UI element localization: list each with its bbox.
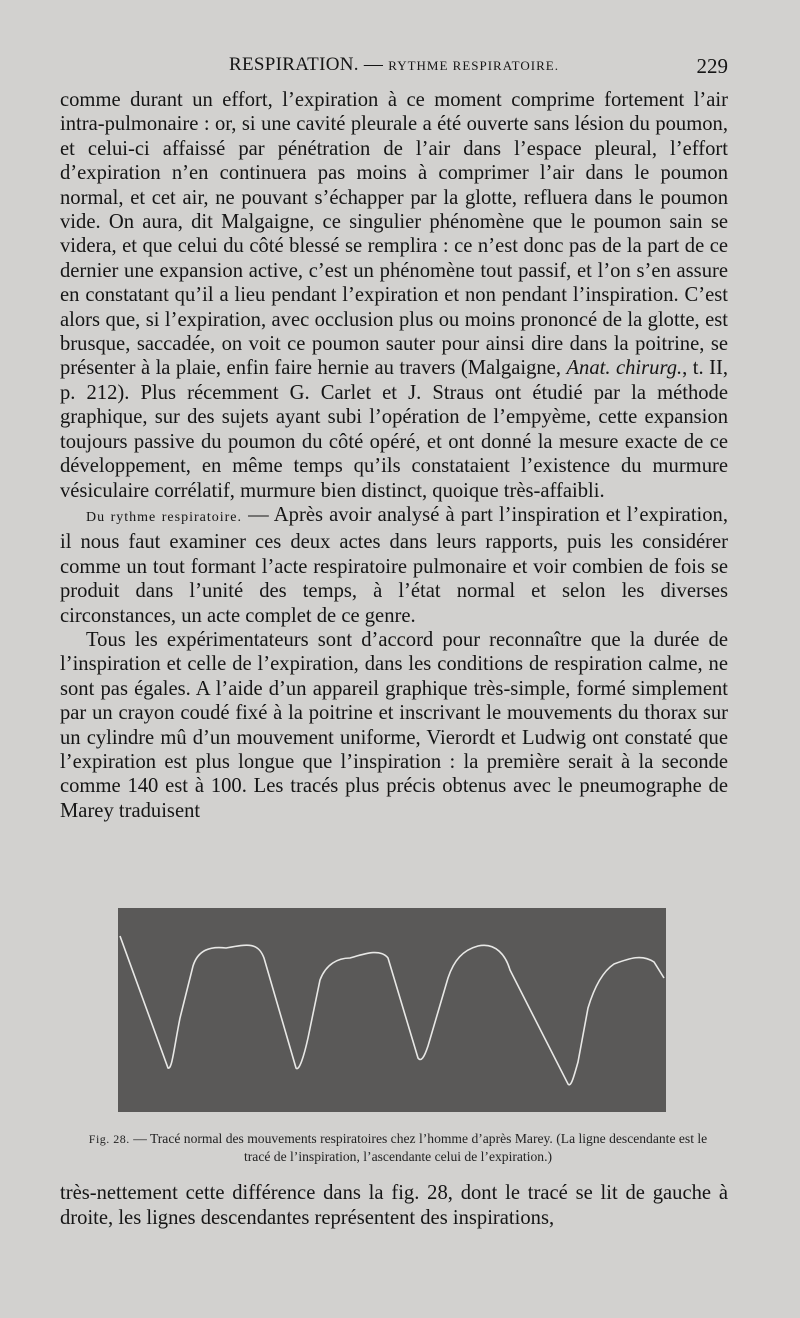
bottom-text: [60, 1181, 728, 1231]
paragraph-1: [60, 88, 728, 503]
header-title: RESPIRATION.: [229, 54, 359, 75]
respiratory-trace-line: [120, 936, 664, 1085]
paragraph-1-end: , t. II, p. 212). Plus récemment G. Carlet et J. Straus ont étudié par la méthode graphique, sur des sujets ayant subi l’opération de l’empyème, cette expansion toujours passive du poumon du côté opéré, et ont donné la mesure exacte de ce développement, en même temps qu’ils constataient l’existence du murmure vésiculaire corrélatif, murmure bien distinct, quoique très-affaibli.: [60, 357, 728, 502]
paragraph-2-text: — Après avoir analysé à part l’inspiration et l’expiration, il nous faut examiner ces deux actes dans leurs rapports, puis les considérer comme un tout formant l’acte respiratoire pulmonaire et voir combien de fois se produit dans l’unité des temps, à l’état normal et selon les diverses circonstances, un acte complet de ce genre.: [60, 503, 729, 627]
citation: Anat. chirurg.: [566, 357, 683, 380]
caption-label: Fig. 28.: [88, 1132, 130, 1146]
figure-caption: [78, 1130, 718, 1165]
section-title: Du rythme respiratoire.: [86, 509, 243, 525]
header-dash: —: [363, 54, 384, 75]
paragraph-1-text: comme durant un effort, l’expiration à ce moment comprime fortement l’air intra-pulmonaire : or, si une cavité pleurale a été ouverte sans lésion du poumon, et celui-ci affaissé par pénétration de l’air dans l’espace pleural, l’effort d’expiration n’en continuera pas moins à comprimer l’air dans le poumon normal, et cet air, ne pouvant s’échapper par la glotte, refluera dans le poumon vide. On aura, dit Malgaigne, ce singulier phénomène que le poumon sain se videra, et que celui du côté blessé se remplira : ce n’est donc pas de la part de ce dernier une expansion active, c’est un phénomène tout passif, et l’on s’en assure en constatant qu’il a lieu pendant l’expiration et non pendant l’inspiration. C’est alors que, si l’expiration, avec occlusion plus ou moins prononcé de la glotte, est brusque, saccadée, on voit ce poumon sauter pour ainsi dire dans la poitrine, se présenter à la plaie, enfin faire hernie au travers (Malgaigne,: [60, 89, 728, 380]
figure-28-plate: [118, 908, 666, 1112]
respiratory-trace: [118, 908, 666, 1112]
running-head: [60, 54, 728, 82]
paragraph-3: Tous les expérimentateurs sont d’accord pour reconnaître que la durée de l’inspiration et celle de l’expiration, dans les conditions de respiration calme, ne sont pas égales. A l’aide d’un appareil graphique très-simple, formé simplement par un crayon coudé fixé à la poitrine et inscrivant le mouvements du thorax sur un cylindre mû d’un mouvement uniforme, Vierordt et Ludwig ont constaté que l’expiration est plus longue que l’inspiration : la première serait à la seconde comme 140 est à 100. Les tracés plus précis obtenus avec le pneumographe de Marey traduisent: [60, 628, 728, 822]
body-text: [60, 88, 728, 823]
page-number: 229: [696, 54, 728, 78]
header-subtitle: RYTHME RESPIRATOIRE.: [388, 58, 559, 73]
caption-text: — Tracé normal des mouvements respiratoires chez l’homme d’après Marey. (La ligne descendante est le tracé de l’inspiration, l’ascendante celui de l’expiration.): [129, 1131, 708, 1164]
running-title: [60, 54, 728, 76]
paragraph-2: [60, 503, 728, 628]
bottom-paragraph: très-nettement cette différence dans la fig. 28, dont le tracé se lit de gauche à droite, les lignes descendantes représentent des inspirations,: [60, 1182, 728, 1229]
